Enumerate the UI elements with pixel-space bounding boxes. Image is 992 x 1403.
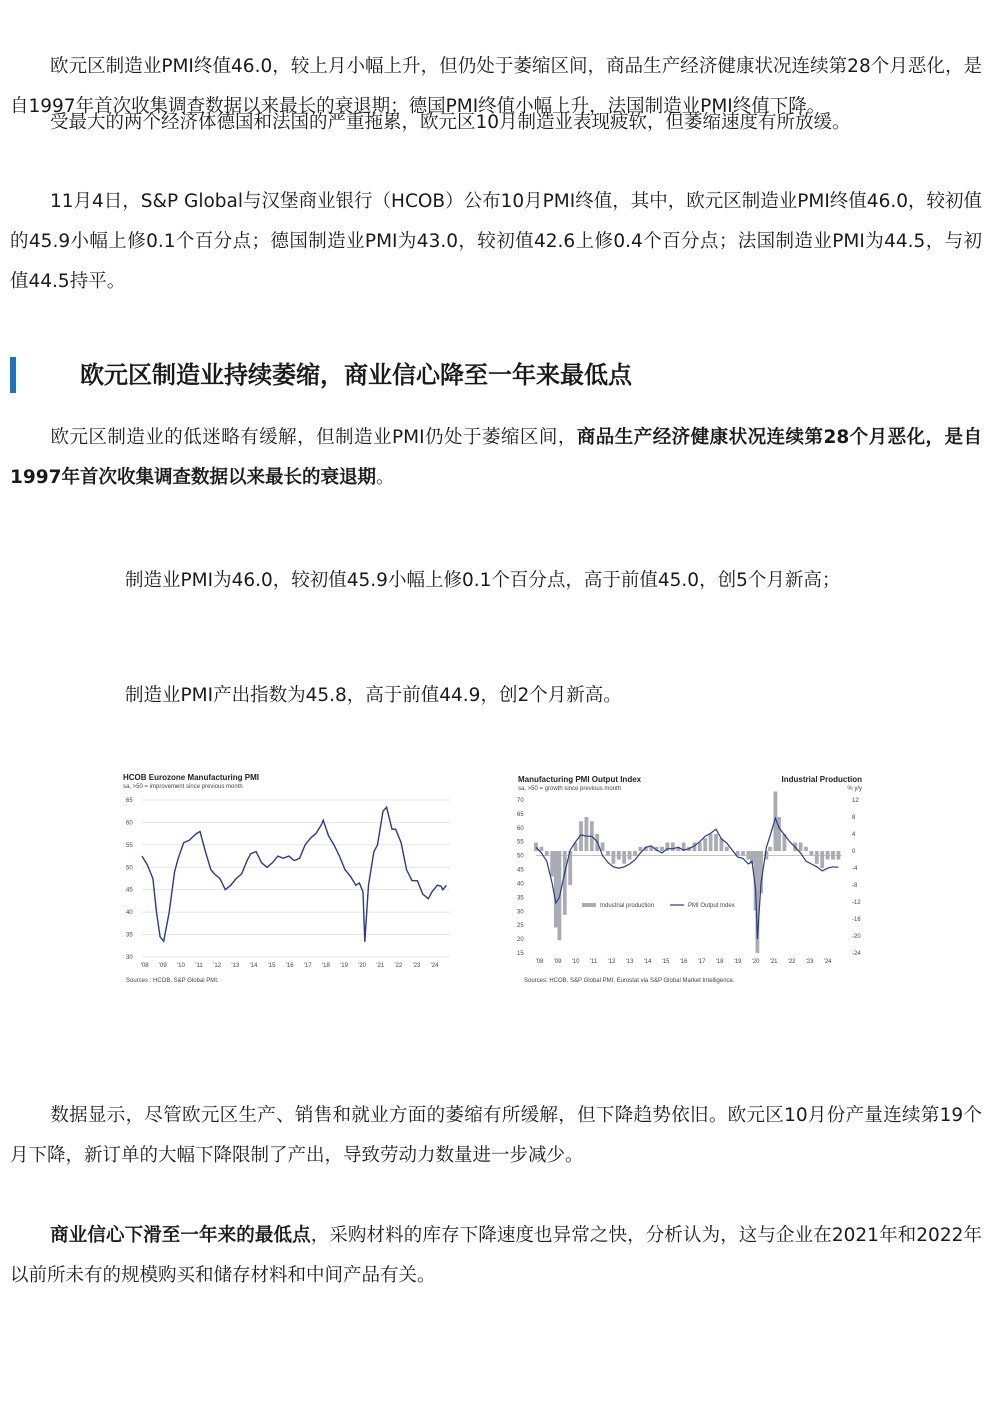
pmi-x-tick-label: '11 [195,963,203,969]
pmi-x-tick-label: '17 [303,963,312,969]
pmi-chart-title: HCOB Eurozone Manufacturing PMI [123,773,259,782]
output-index-chart [512,770,868,990]
industrial-production-bar [671,843,675,852]
output-y-right-tick-label: 0 [852,849,856,855]
pmi-chart-subtitle: sa, >50 = improvement since previous month [123,784,243,790]
output-x-tick-label: '11 [589,959,598,965]
bullet-item-2-text: 制造业PMI产出指数为45.8，高于前值44.9，创2个月新高。 [125,685,622,706]
industrial-production-bar [820,851,824,868]
industrial-production-bar [545,851,549,855]
industrial-production-bar [534,843,538,852]
output-x-tick-label: '12 [607,959,616,965]
output-x-tick-label: '22 [787,959,796,965]
output-y-right-tick-label: 8 [852,815,856,821]
output-y-left-tick-label: 35 [517,895,524,902]
pmi-series-line [142,807,446,942]
output-x-tick-label: '10 [571,959,580,965]
industrial-production-bar [606,851,610,855]
industrial-production-bar [539,847,543,851]
industrial-production-bar [799,843,803,852]
legend-label-industrial-production: Industrial production [600,903,655,909]
pmi-y-tick-label: 35 [126,932,133,939]
pmi-x-tick-label: '21 [376,963,385,969]
industrial-production-bar [563,851,567,915]
pmi-y-tick-label: 30 [126,955,133,961]
output-chart-right-title: Industrial Production [781,775,862,784]
industrial-production-bar [660,847,664,851]
industrial-production-bar [638,847,642,851]
bullet-item-2 [85,677,915,715]
output-chart-subtitle: sa, >50 = growth since previous month [518,786,622,792]
industrial-production-bar [611,851,615,864]
output-y-right-tick-label: 12 [852,798,859,804]
pmi-chart [120,770,460,990]
output-x-tick-label: '18 [715,959,724,965]
output-y-left-tick-label: 65 [517,811,524,818]
output-y-left-tick-label: 30 [517,909,524,916]
bullet-item-1 [85,562,915,600]
pmi-x-tick-label: '13 [231,963,240,969]
industrial-production-bar [741,851,745,855]
pmi-x-tick-label: '10 [177,963,185,969]
industrial-production-bar [628,851,632,860]
industrial-production-bar [550,851,554,877]
industrial-production-bar [601,843,605,852]
industrial-production-bar [826,851,830,860]
pmi-x-tick-label: '22 [394,963,403,969]
industrial-production-bar [714,834,718,851]
output-y-right-tick-label: 4 [852,832,856,838]
industrial-production-bar [622,851,626,864]
pmi-chart-svg [120,770,460,990]
industrial-production-bar [703,838,707,851]
pmi-y-tick-label: 60 [126,820,133,827]
output-y-right-tick-label: -20 [852,934,861,940]
industrial-production-bar [584,817,588,851]
industrial-production-bar [836,851,840,860]
pmi-y-tick-label: 65 [126,798,133,804]
output-y-right-tick-label: -24 [852,951,861,957]
section-paragraph-1-bold: 商品生产经济健康状况连续第28个月恶化，是自1997年首次收集调查数据以来最长的衰退期 [10,427,983,488]
output-y-left-tick-label: 45 [517,867,524,874]
pmi-y-tick-label: 55 [126,842,133,849]
section-paragraph-2 [10,1096,982,1176]
industrial-production-bar [831,851,835,860]
section-paragraph-1-end: 。 [376,467,395,488]
output-x-tick-label: '15 [661,959,670,965]
pmi-x-tick-label: '15 [267,963,276,969]
industrial-production-bar [709,834,713,851]
output-x-tick-label: '08 [535,959,544,965]
pmi-x-tick-label: '08 [140,963,149,969]
output-y-left-tick-label: 40 [517,881,524,888]
pmi-x-tick-label: '14 [249,963,258,969]
output-chart-title: Manufacturing PMI Output Index [518,775,642,784]
output-x-tick-label: '14 [643,959,652,965]
output-y-right-tick-label: -16 [852,917,861,923]
pmi-x-tick-label: '20 [358,963,367,969]
pmi-chart-source: Sources : HCOB, S&P Global PMI. [126,978,219,984]
industrial-production-bar [746,851,750,860]
section-paragraph-1 [10,418,982,498]
pmi-x-tick-label: '24 [430,963,439,969]
industrial-production-bar [777,817,781,851]
pmi-x-tick-label: '09 [158,963,167,969]
section-paragraph-3-bold: 商业信心下滑至一年来的最低点 [50,1225,311,1246]
output-index-chart-svg [512,770,868,990]
legend-swatch-industrial-production [582,903,596,907]
output-x-tick-label: '09 [553,959,562,965]
output-x-tick-label: '13 [625,959,634,965]
pmi-x-tick-label: '19 [340,963,348,969]
legend-label-pmi-output: PMI Output Index [688,903,735,909]
output-y-left-tick-label: 55 [517,839,524,846]
output-y-left-tick-label: 15 [517,951,524,957]
output-x-tick-label: '19 [733,959,742,965]
section-paragraph-1-text: 欧元区制造业的低迷略有缓解，但制造业PMI仍处于萎缩区间， [50,427,577,448]
industrial-production-bar [725,847,729,851]
industrial-production-bar [768,847,772,851]
pmi-x-tick-label: '16 [285,963,294,969]
pmi-y-tick-label: 50 [126,865,133,872]
industrial-production-bar [617,851,621,860]
intro-paragraph-2 [10,103,982,143]
output-y-left-tick-label: 70 [517,798,524,804]
output-y-right-tick-label: -4 [852,866,858,872]
industrial-production-bar [809,851,813,855]
section-paragraph-3-text: ，采购材料的库存下降速度也异常之快，分析认为，这与企业在2021年和2022年以前所未有的规模购买和储存材料和中间产品有关。 [10,1225,982,1286]
output-y-left-tick-label: 25 [517,923,524,930]
section-heading-accent-bar [10,357,16,393]
pmi-y-tick-label: 40 [126,910,133,917]
pmi-x-tick-label: '12 [213,963,222,969]
industrial-production-bar [804,847,808,851]
output-y-left-tick-label: 60 [517,825,524,832]
output-y-right-tick-label: -12 [852,900,861,906]
intro-paragraph-2-text: 受最大的两个经济体德国和法国的严重拖累，欧元区10月制造业表现疲软，但萎缩速度有所放缓。 [50,112,851,133]
output-chart-right-subtitle: % y/y [847,786,862,792]
section-paragraph-3 [10,1216,982,1296]
intro-paragraph-3-text: 11月4日，S&P Global与汉堡商业银行（HCOB）公布10月PMI终值，其中，欧元区制造业PMI终值46.0，较初值的45.9小幅上修0.1个百分点；德国制造业PMI为43.0，较初值42.6上修0.4个百分点；法国制造业PMI为44.5，与初值44.5持平。 [10,191,982,292]
output-y-left-tick-label: 50 [517,853,524,860]
pmi-x-tick-label: '18 [321,963,330,969]
output-chart-source: Sources: HCOB, S&P Global PMI, Eurostat via S&P Global Market Intelligence. [524,978,735,984]
industrial-production-bar [698,843,702,852]
output-x-tick-label: '16 [679,959,688,965]
section-heading: 欧元区制造业持续萎缩，商业信心降至一年来最低点 [80,361,632,389]
output-x-tick-label: '23 [805,959,814,965]
output-x-tick-label: '17 [697,959,706,965]
intro-paragraph-1-text: 欧元区制造业PMI终值46.0，较上月小幅上升，但仍处于萎缩区间，商品生产经济健康状况连续第28个月恶化，是自1997年首次收集调查数据以来最长的衰退期；德国PMI终值小幅上升，法国制造业PMI终值下降。 [10,56,982,117]
industrial-production-bar [633,851,637,855]
intro-paragraph-3 [10,182,982,302]
bullet-item-1-text: 制造业PMI为46.0，较初值45.9小幅上修0.1个百分点，高于前值45.0，创5个月新高； [125,570,841,591]
pmi-x-tick-label: '23 [412,963,421,969]
section-paragraph-2-text: 数据显示，尽管欧元区生产、销售和就业方面的萎缩有所缓解，但下降趋势依旧。欧元区10月份产量连续第19个月下降，新订单的大幅下降限制了产出，导致劳动力数量进一步减少。 [10,1105,982,1166]
output-y-left-tick-label: 20 [517,937,524,944]
output-x-tick-label: '24 [823,959,832,965]
output-y-right-tick-label: -8 [852,883,858,889]
output-x-tick-label: '21 [769,959,778,965]
pmi-y-tick-label: 45 [126,887,133,894]
output-x-tick-label: '20 [751,959,760,965]
industrial-production-bar [815,851,819,864]
industrial-production-bar [554,851,558,928]
